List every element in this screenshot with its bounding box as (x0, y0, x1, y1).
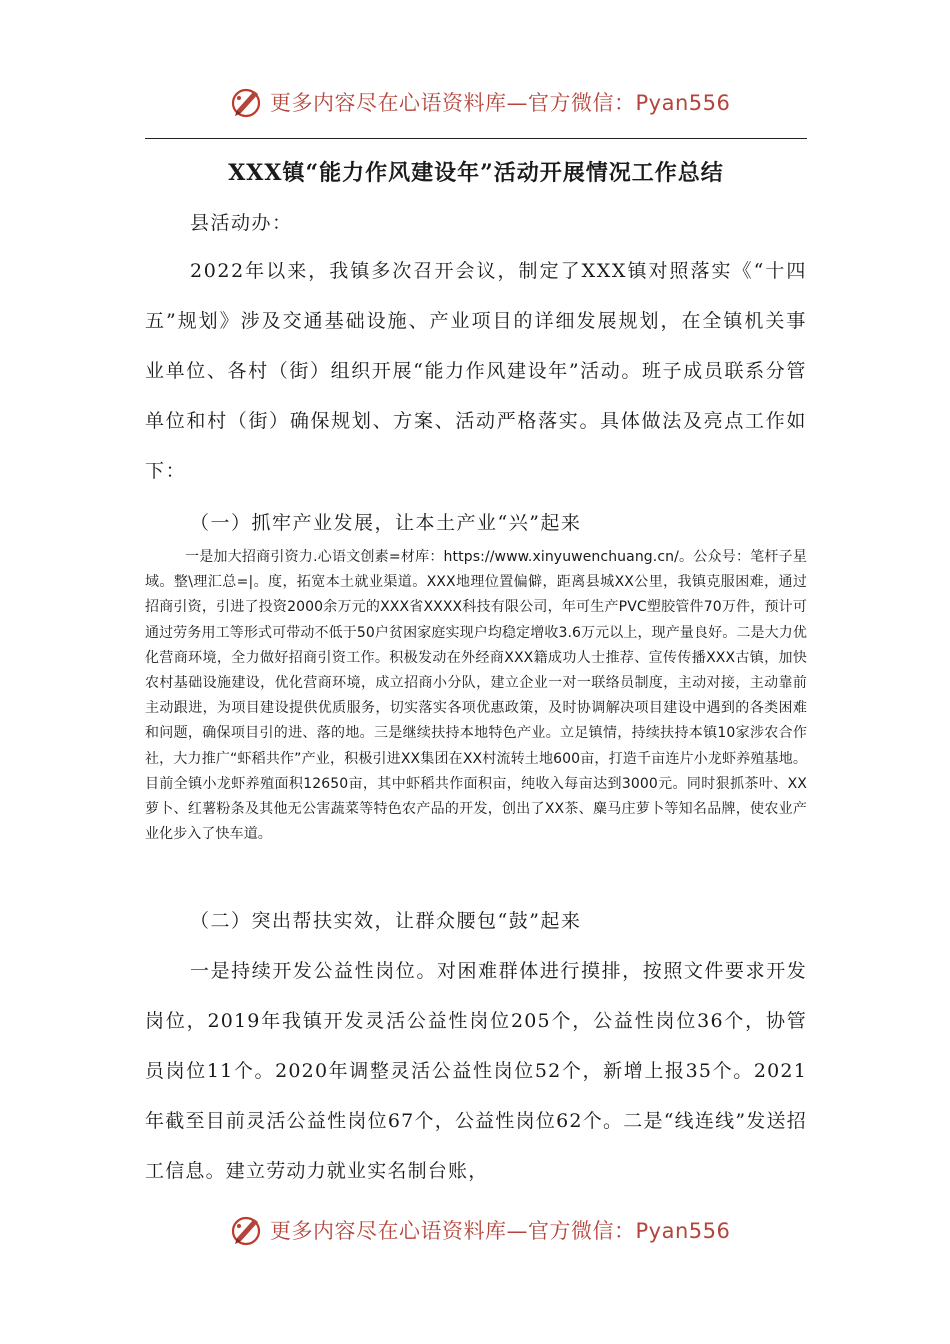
section-2-body: 一是持续开发公益性岗位。对困难群体进行摸排，按照文件要求开发岗位，2019年我镇开发灵活公益性岗位205个，公益性岗位36个，协管员岗位11个。2020年调整灵活公益性岗位52个，新增上报35个。2021年截至目前灵活公益性岗位67个，公益性岗位62个。二是“线连线”发送招工信息。建立劳动力就业实名制台账， (145, 960, 807, 1182)
header-banner-text: 更多内容尽在心语资料库—官方微信：Pyan556 (270, 91, 731, 115)
intro-paragraph: 2022年以来，我镇多次召开会议，制定了XXX镇对照落实《“十四五”规划》涉及交通基础设施、产业项目的详细发展规划，在全镇机关事业单位、各村（街）组织开展“能力作风建设年”活动。班子成员联系分管单位和村（街）确保规划、方案、活动严格落实。具体做法及亮点工作如下： (145, 260, 807, 482)
pen-circle-logo-icon (228, 84, 264, 120)
footer-banner (228, 1210, 748, 1250)
salutation: 县活动办： (190, 212, 293, 234)
header-banner (228, 82, 748, 122)
header-divider (145, 138, 807, 139)
footer-banner-text: 更多内容尽在心语资料库—官方微信：Pyan556 (270, 1219, 731, 1243)
section-2-heading: （二）突出帮扶实效，让群众腰包“鼓”起来 (190, 910, 582, 932)
pen-circle-logo-icon (228, 1212, 264, 1248)
section-1-heading: （一）抓牢产业发展，让本土产业“兴”起来 (190, 512, 582, 534)
section-1-body: 一是加大招商引资力.心语文创素=材库：https://www.xinyuwenchuang.cn/。公众号：笔杆子星域。整\理汇总=|。度，拓宽本土就业渠道。XXX地理位置偏僻，距离县城XX公里，我镇克服困难，通过招商引资，引进了投资2000余万元的XXX省XXXX科技有限公司，年可生产PVC塑胶管件70万件，预计可通过劳务用工等形式可带动不低于50户贫困家庭实现户均稳定增收3.6万元以上，现产量良好。二是大力优化营商环境，全力做好招商引资工作。积极发动在外经商XXX籍成功人士推荐、宣传传播XXX古镇，加快农村基础设施建设，优化营商环境，成立招商小分队，建立企业一对一联络员制度，主动对接，主动靠前主动跟进，为项目建设提供优质服务，切实落实各项优惠政策，及时协调解决项目建设中遇到的各类困难和问题，确保项目引的进、落的地。三是继续扶持本地特色产业。立足镇情，持续扶持本镇10家涉农合作社，大力推广“虾稻共作”产业，积极引进XX集团在XX村流转土地600亩，打造千亩连片小龙虾养殖基地。目前全镇小龙虾养殖面积12650亩，其中虾稻共作面积亩，纯收入每亩达到3000元。同时狠抓茶叶、XX萝卜、红薯粉条及其他无公害蔬菜等特色农产品的开发，创出了XX茶、麋马庄萝卜等知名品牌，使农业产业化步入了快车道。 (145, 549, 807, 843)
document-title: XXX镇“能力作风建设年”活动开展情况工作总结 (228, 160, 724, 186)
